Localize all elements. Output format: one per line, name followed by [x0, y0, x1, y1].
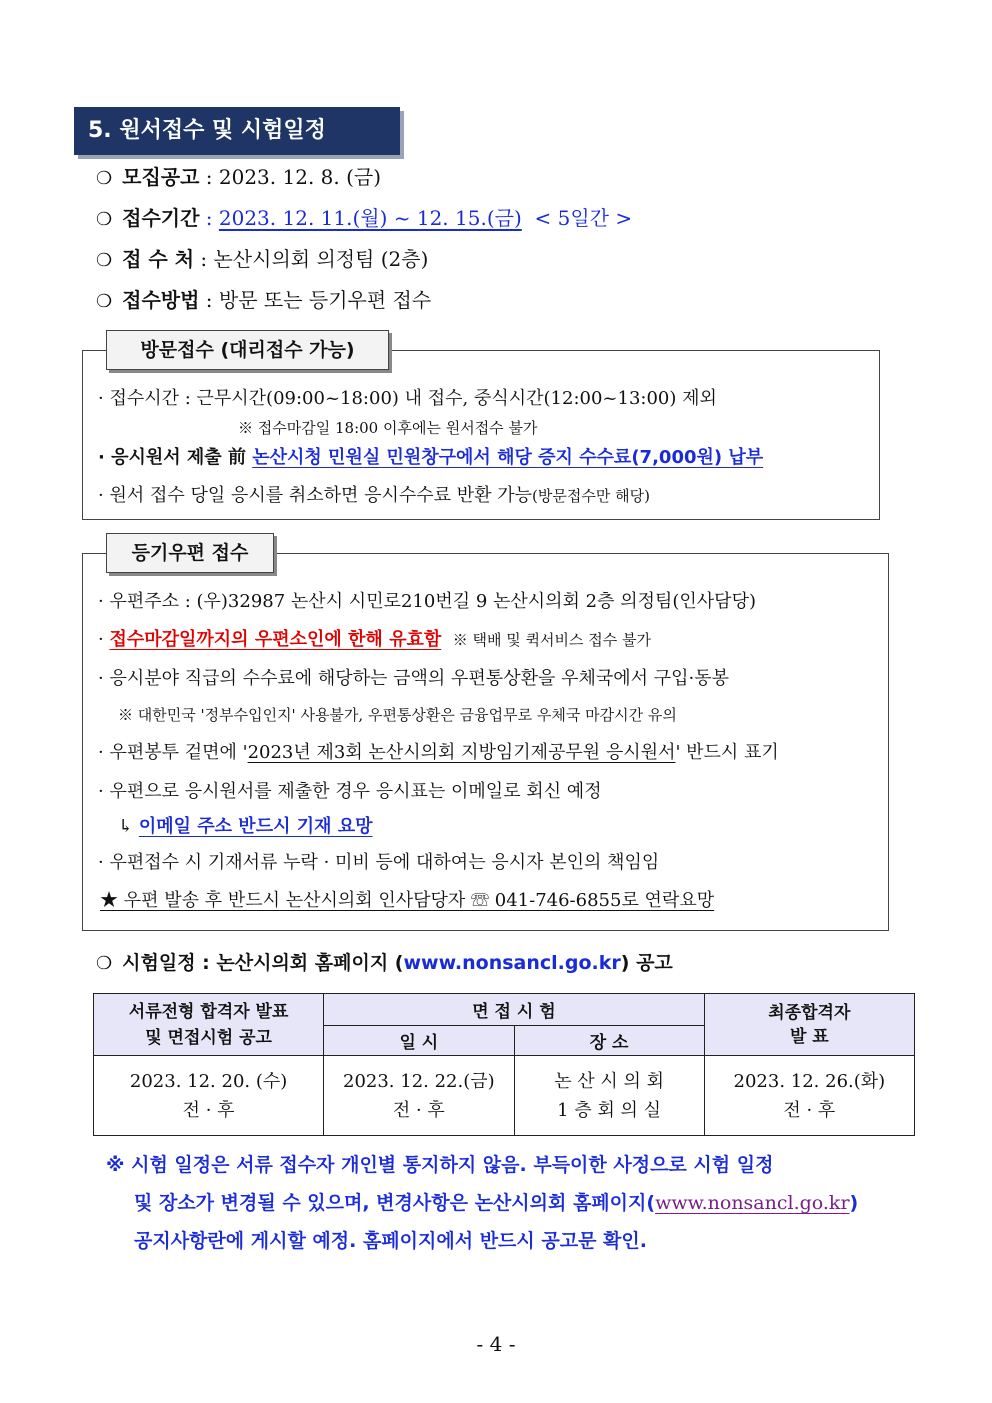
mail-line-contact: ★ 우편 발송 후 반드시 논산시의회 인사담당자 ☏ 041-746-6855로 연락요망 — [100, 890, 715, 911]
item-application-period: ❍ 접수기간 : 2023. 12. 11.(월) ~ 12. 15.(금) < 5일간 > — [96, 206, 633, 230]
item-application-office: ❍ 접 수 처 : 논산시의회 의정팀 (2층) — [96, 247, 429, 271]
item-value: 2023. 12. 8. (금) — [218, 165, 382, 189]
mail-box-title: 등기우편 접수 — [106, 533, 274, 573]
homepage-url: www.nonsancl.go.kr — [403, 952, 621, 974]
visit-line-fee: · 응시원서 제출 前 논산시청 민원실 민원창구에서 해당 증지 수수료(7,000원) 납부 — [98, 447, 764, 468]
fee-payment-text: 논산시청 민원실 민원창구에서 해당 증지 수수료(7,000원) 납부 — [252, 447, 764, 468]
item-value: 2023. 12. 11.(월) ~ 12. 15.(금) — [218, 206, 522, 230]
cell-interview-date: 2023. 12. 22.(금) 전 · 후 — [324, 1056, 514, 1136]
notice-line-2: 및 장소가 변경될 수 있으며, 변경사항은 논산시의회 홈페이지(www.nonsancl.go.kr) — [134, 1192, 859, 1214]
postmark-valid-text: 접수마감일까지의 우편소인에 한해 유효함 — [109, 629, 442, 650]
cell-document-result-date: 2023. 12. 20. (수) 전 · 후 — [94, 1056, 324, 1136]
notice-homepage-url: www.nonsancl.go.kr — [655, 1192, 850, 1214]
item-label: 모집공고 — [122, 165, 200, 189]
cell-interview-place: 논 산 시 의 회 1 층 회 의 실 — [514, 1056, 704, 1136]
mail-line-postmark: · 접수마감일까지의 우편소인에 한해 유효함 ※ 택배 및 퀵서비스 접수 불가 — [98, 629, 651, 650]
arrow-icon: ↳ — [118, 816, 134, 837]
period-days: < 5일간 > — [534, 206, 633, 230]
circle-bullet-icon: ❍ — [96, 953, 113, 974]
cell-final-result-date: 2023. 12. 26.(화) 전 · 후 — [704, 1056, 914, 1136]
circle-bullet-icon: ❍ — [96, 291, 113, 312]
header-date: 일 시 — [324, 1026, 514, 1056]
header-final-result: 최종합격자 발 표 — [704, 994, 914, 1056]
visit-line-refund: · 원서 접수 당일 응시를 취소하면 응시수수료 반환 가능(방문접수만 해당) — [98, 485, 650, 506]
item-value: 방문 또는 등기우편 접수 — [218, 288, 432, 312]
visit-line-hours: · 접수시간 : 근무시간(09:00~18:00) 내 접수, 중식시간(12:00~13:00) 제외 — [98, 388, 717, 409]
item-recruit-notice: ❍ 모집공고 : 2023. 12. 8. (금) — [96, 165, 382, 189]
mail-line-email-required: ↳ 이메일 주소 반드시 기재 요망 — [118, 816, 373, 837]
schedule-line: ❍ 시험일정 : 논산시의회 홈페이지 (www.nonsancl.go.kr) 공고 — [96, 952, 673, 974]
circle-bullet-icon: ❍ — [96, 168, 113, 189]
schedule-table — [93, 993, 915, 1136]
envelope-mark-text: 2023년 제3회 논산시의회 지방임기제공무원 응시원서 — [247, 742, 676, 763]
page-number: - 4 - — [476, 1332, 516, 1356]
notice-line-3: 공지사항란에 게시할 예정. 홈페이지에서 반드시 공고문 확인. — [134, 1230, 647, 1252]
mail-line-stamp-note: ※ 대한민국 '정부수입인지' 사용불가, 우편통상환은 금융업무로 우체국 마감시간 유의 — [118, 706, 677, 724]
mail-line-email-reply: · 우편으로 응시원서를 제출한 경우 응시표는 이메일로 회신 예정 — [98, 781, 602, 802]
circle-bullet-icon: ❍ — [96, 250, 113, 271]
item-value: 논산시의회 의정팀 (2층) — [213, 247, 429, 271]
header-interview: 면 접 시 험 — [324, 994, 705, 1026]
mail-line-responsibility: · 우편접수 시 기재서류 누락 · 미비 등에 대하여는 응시자 본인의 책임임 — [98, 852, 660, 873]
mail-line-envelope: · 우편봉투 겉면에 '2023년 제3회 논산시의회 지방임기제공무원 응시원서' 반드시 표기 — [98, 742, 779, 763]
mail-line-money-order: · 응시분야 직급의 수수료에 해당하는 금액의 우편통상환을 우체국에서 구입·동봉 — [98, 668, 730, 689]
table-row — [94, 1056, 915, 1136]
circle-bullet-icon: ❍ — [96, 209, 113, 230]
item-label: 접수기간 — [122, 206, 200, 230]
notice-line-1: ※ 시험 일정은 서류 접수자 개인별 통지하지 않음. 부득이한 사정으로 시험 일정 — [106, 1154, 774, 1176]
mail-line-address: · 우편주소 : (우)32987 논산시 시민로210번길 9 논산시의회 2층 의정팀(인사담당) — [98, 591, 756, 612]
visit-box-title: 방문접수 (대리접수 가능) — [106, 330, 389, 370]
header-place: 장 소 — [514, 1026, 704, 1056]
header-document-result: 서류전형 합격자 발표 및 면접시험 공고 — [94, 994, 324, 1056]
item-label: 접 수 처 — [122, 247, 195, 271]
visit-line-deadline-note: ※ 접수마감일 18:00 이후에는 원서접수 불가 — [238, 419, 538, 437]
item-application-method: ❍ 접수방법 : 방문 또는 등기우편 접수 — [96, 288, 432, 312]
section-title: 5. 원서접수 및 시험일정 — [74, 107, 400, 155]
item-label: 접수방법 — [122, 288, 200, 312]
